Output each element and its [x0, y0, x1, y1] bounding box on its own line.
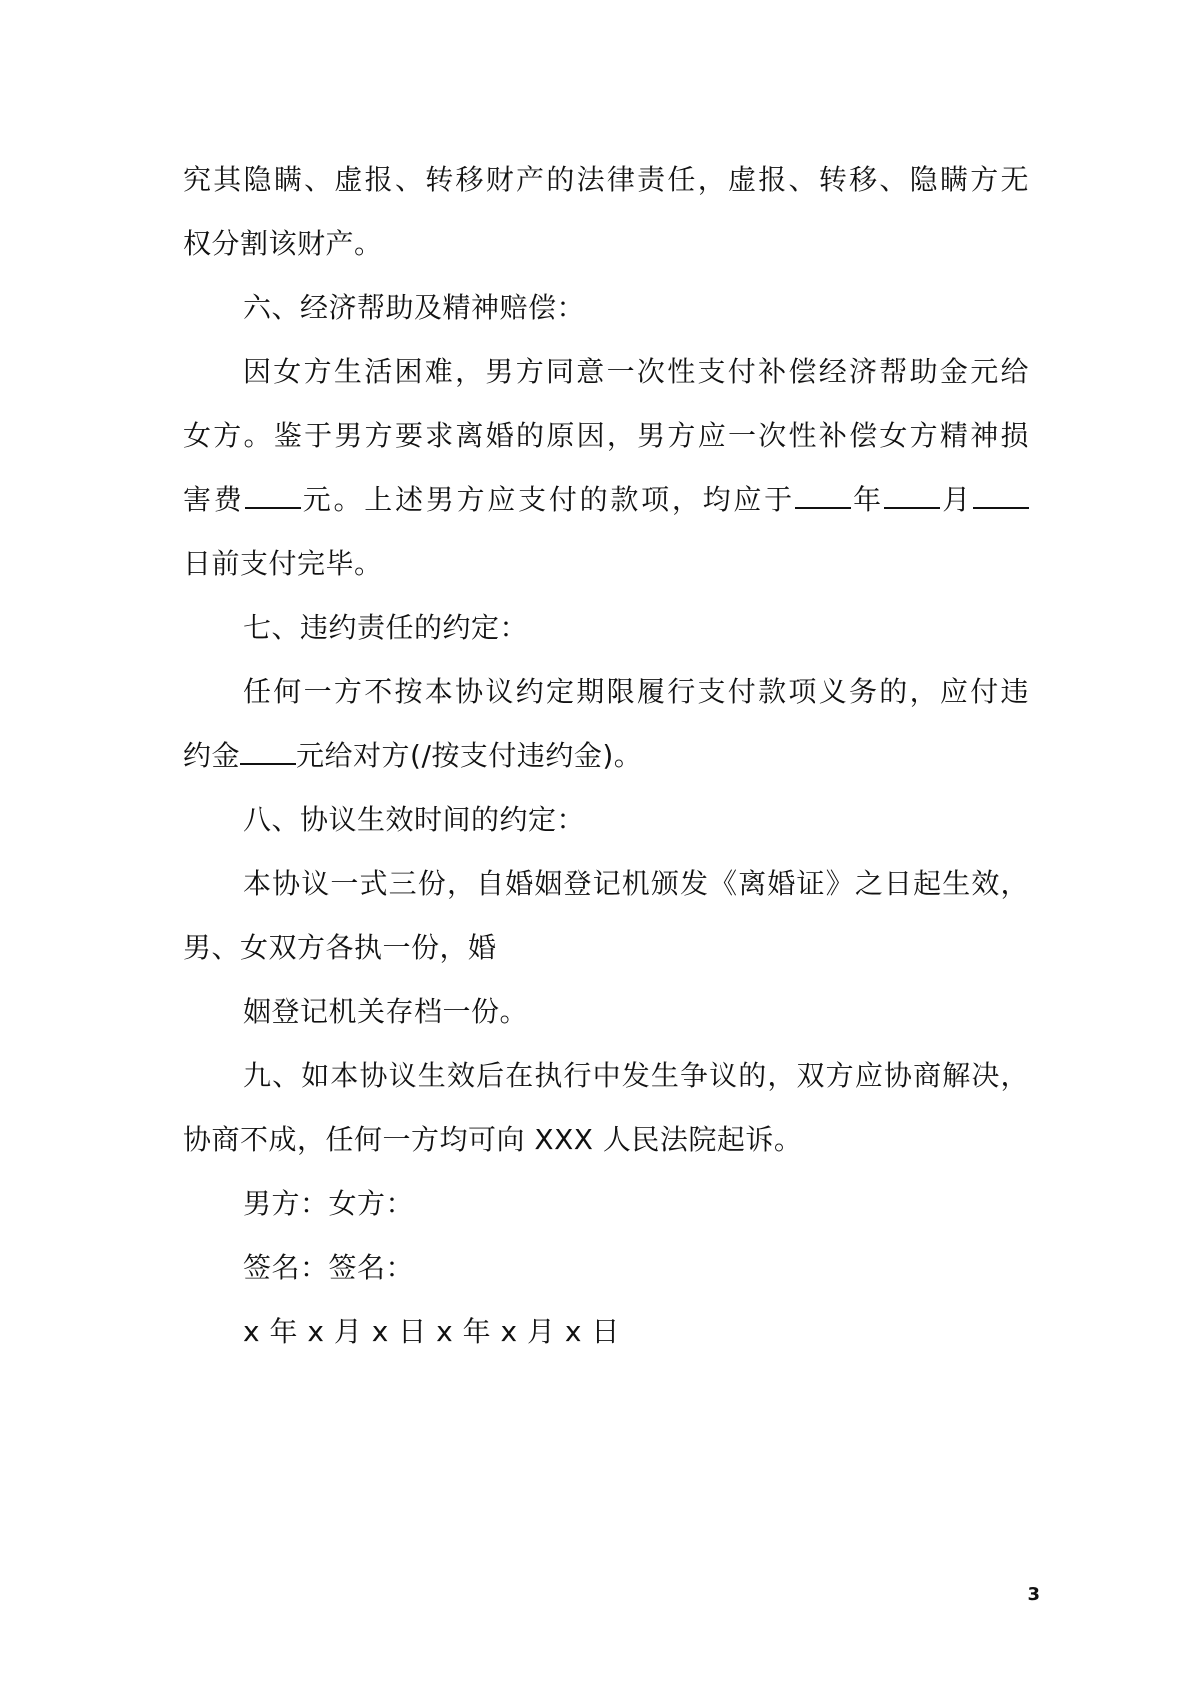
section-heading-6: 六、经济帮助及精神赔偿：: [243, 291, 586, 324]
dates-line: x 年 x 月 x 日 x 年 x 月 x 日: [243, 1315, 620, 1348]
text-line: 女方。鉴于男方要求离婚的原因，男方应一次性补偿女方精神损: [183, 419, 1029, 452]
text-line: 任何一方不按本协议约定期限履行支付款项义务的，应付违: [243, 675, 1029, 708]
fill-in-blank: [245, 483, 301, 509]
text-line: 男、女双方各执一份，婚: [183, 931, 497, 964]
paragraph-breach: [183, 660, 1029, 788]
section-heading-7: 七、违约责任的约定：: [243, 611, 529, 644]
paragraph-property-liability: [183, 148, 1029, 276]
page-number: 3: [1027, 1584, 1040, 1605]
text-line: 因女方生活困难，男方同意一次性支付补偿经济帮助金元给: [243, 355, 1029, 388]
text-fragment: 害费: [183, 483, 245, 516]
text-fragment: 年: [850, 483, 884, 516]
document-body: [183, 148, 1029, 1364]
paragraph-compensation: [183, 340, 1029, 596]
paragraph-dispute: [183, 1044, 1029, 1172]
text-line: 协商不成，任何一方均可向 XXX 人民法院起诉。: [183, 1123, 803, 1156]
fill-in-blank: [884, 483, 940, 509]
text-line: 本协议一式三份，自婚姻登记机颁发《离婚证》之日起生效，: [243, 867, 1029, 900]
text-fragment: 约金: [183, 739, 241, 772]
fill-in-blank: [973, 483, 1029, 509]
text-line-with-blanks: [183, 468, 1029, 532]
text-line: 权分割该财产。: [183, 227, 383, 260]
signatures-line: 签名：签名：: [243, 1251, 415, 1284]
text-fragment: 月: [939, 483, 973, 516]
text-line: 九、如本协议生效后在执行中发生争议的，双方应协商解决，: [243, 1059, 1029, 1092]
text-fragment: 元给对方(/按支付违约金)。: [296, 739, 643, 772]
text-line: 究其隐瞒、虚报、转移财产的法律责任，虚报、转移、隐瞒方无: [183, 163, 1029, 196]
parties-line: 男方：女方：: [243, 1187, 415, 1220]
text-line-with-blanks: [183, 724, 1029, 788]
text-line: 日前支付完毕。: [183, 547, 383, 580]
paragraph-effective: [183, 852, 1029, 980]
section-heading-8: 八、协议生效时间的约定：: [243, 803, 586, 836]
fill-in-blank: [240, 739, 296, 765]
paragraph-archive: 姻登记机关存档一份。: [243, 995, 529, 1028]
text-fragment: 元。上述男方应支付的款项，均应于: [300, 483, 795, 516]
fill-in-blank: [795, 483, 851, 509]
